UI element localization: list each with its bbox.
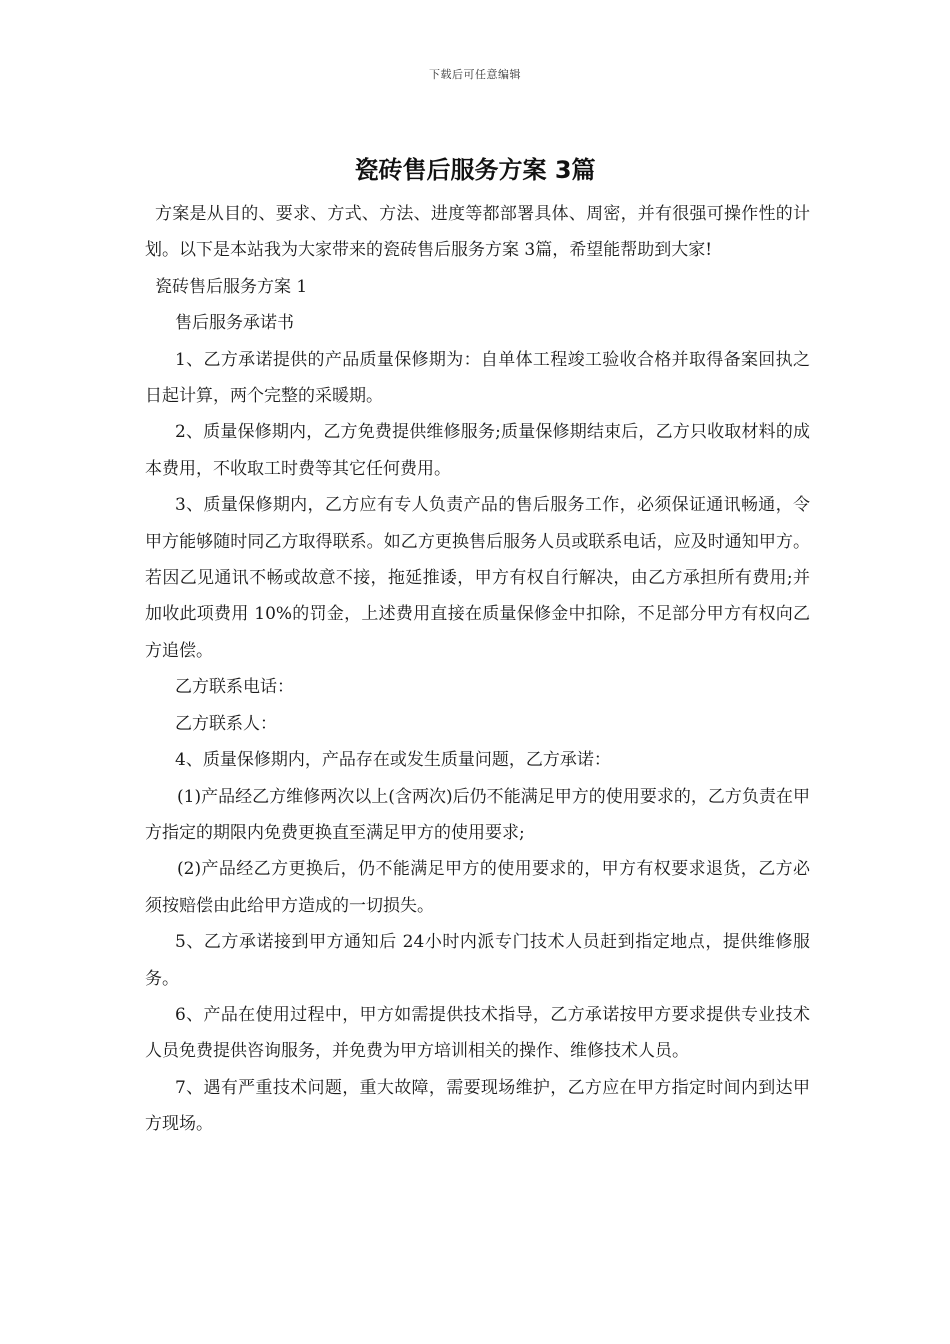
clause-1: 1、乙方承诺提供的产品质量保修期为：自单体工程竣工验收合格并取得备案回执之日起计算，两个完整的采暖期。 [145, 349, 810, 407]
clause-4-sub-2: (2)产品经乙方更换后，仍不能满足甲方的使用要求的，甲方有权要求退货，乙方必须按赔偿由此给甲方造成的一切损失。 [145, 859, 810, 916]
intro-paragraph: 方案是从目的、要求、方式、方法、进度等都部署具体、周密，并有很强可操作性的计划。以下是本站我为大家带来的瓷砖售后服务方案 3篇，希望能帮助到大家! [145, 204, 810, 261]
section-heading: 瓷砖售后服务方案 1 [155, 276, 308, 297]
commitment-heading: 售后服务承诺书 [175, 313, 294, 334]
header-note: 下载后可任意编辑 [429, 68, 521, 81]
clause-2: 2、质量保修期内，乙方免费提供维修服务;质量保修期结束后，乙方只收取材料的成本费用，不收取工时费等其它任何费用。 [145, 422, 810, 479]
document-body [145, 196, 810, 1143]
contact-person-line: 乙方联系人： [175, 713, 277, 734]
clause-4-sub-1: (1)产品经乙方维修两次以上(含两次)后仍不能满足甲方的使用要求的，乙方负责在甲方指定的期限内免费更换直至满足甲方的使用要求; [145, 786, 810, 843]
clause-7: 7、遇有严重技术问题，重大故障，需要现场维护，乙方应在甲方指定时间内到达甲方现场。 [145, 1077, 810, 1135]
document-title: 瓷砖售后服务方案 3篇 [354, 156, 596, 184]
clause-5: 5、乙方承诺接到甲方通知后 24小时内派专门技术人员赶到指定地点，提供维修服务。 [145, 932, 810, 989]
clause-6: 6、产品在使用过程中，甲方如需提供技术指导，乙方承诺按甲方要求提供专业技术人员免费提供咨询服务，并免费为甲方培训相关的操作、维修技术人员。 [145, 1004, 810, 1062]
contact-phone-line: 乙方联系电话： [175, 677, 294, 698]
clause-4: 4、质量保修期内，产品存在或发生质量问题，乙方承诺： [175, 750, 611, 771]
clause-3: 3、质量保修期内，乙方应有专人负责产品的售后服务工作，必须保证通讯畅通，令甲方能够随时同乙方取得联系。如乙方更换售后服务人员或联系电话，应及时通知甲方。若因乙见通讯不畅或故意不接，拖延推诿，甲方有权自行解决，由乙方承担所有费用;并加收此项费用 10%的罚金，上述费用直接在质量保修金中扣除，不足部分甲方有权向乙方追偿。 [145, 495, 810, 661]
